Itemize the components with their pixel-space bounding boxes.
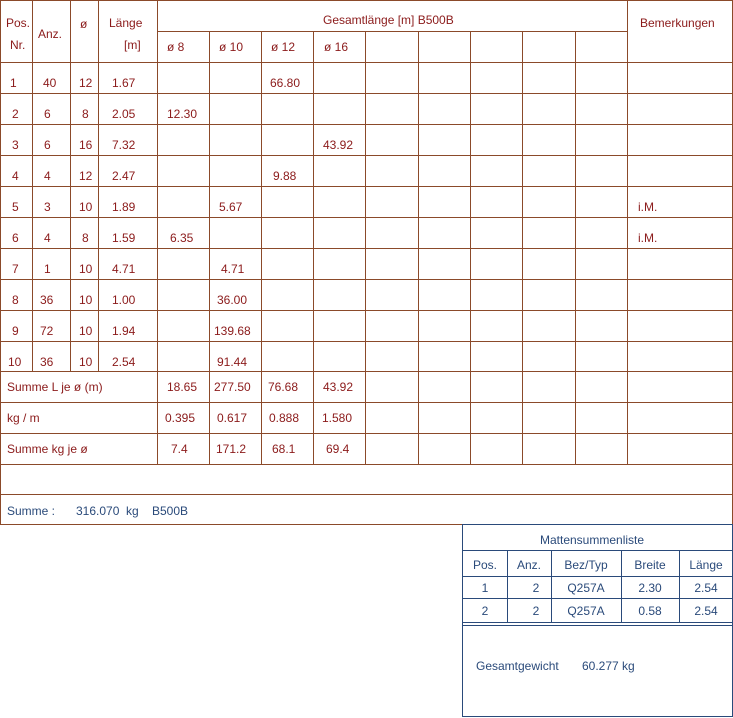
cell-len: 2.54 (112, 355, 136, 369)
cell-pos: 7 (12, 262, 19, 276)
matten-cell: 2 (532, 581, 540, 595)
grid-line (209, 31, 210, 464)
grid-line (470, 31, 471, 464)
cell-dia: 10 (79, 293, 93, 307)
cell-anz: 4 (44, 169, 51, 183)
cell-dia: 12 (79, 76, 93, 90)
header-dia-8: ø 8 (167, 40, 185, 54)
summary-label-kgm: kg / m (7, 411, 40, 425)
matten-header-pos: Pos. (472, 558, 497, 572)
header-dia-12: ø 12 (271, 40, 296, 54)
matten-header-laenge: Länge (689, 558, 723, 572)
cell-len: 2.05 (112, 107, 136, 121)
grid-line (0, 433, 733, 434)
header-pos-bottom: Nr. (10, 38, 26, 52)
header-bemerkungen: Bemerkungen (640, 16, 715, 30)
matten-gesamt-label: Gesamtgewicht (476, 659, 559, 673)
matten-cell: 2 (532, 604, 540, 618)
grid-line (313, 31, 314, 464)
cell-anz: 4 (44, 231, 51, 245)
cell-len: 4.71 (112, 262, 136, 276)
grid-line (627, 0, 628, 464)
summary-d16: 43.92 (323, 380, 354, 394)
cell-anz: 40 (43, 76, 57, 90)
cell-len: 1.67 (112, 76, 136, 90)
matten-gesamt-value: 60.277 kg (582, 659, 635, 673)
cell-pos: 2 (12, 107, 19, 121)
matten-line (462, 550, 732, 551)
cell-d8: 12.30 (167, 107, 198, 121)
matten-cell: 2.54 (694, 604, 718, 618)
grid-line (0, 279, 733, 280)
cell-len: 7.32 (112, 138, 136, 152)
cell-pos: 6 (12, 231, 19, 245)
cell-dia: 12 (79, 169, 93, 183)
summary-d8: 0.395 (165, 411, 196, 425)
grid-line (32, 0, 33, 371)
matten-line (462, 625, 732, 626)
grid-line (0, 248, 733, 249)
cell-pos: 4 (12, 169, 19, 183)
matten-line (462, 576, 732, 577)
cell-d10: 139.68 (214, 324, 251, 338)
cell-len: 1.89 (112, 200, 136, 214)
header-laenge-top: Länge (109, 16, 143, 30)
summary-d10: 0.617 (217, 411, 248, 425)
matten-header-anz: Anz. (516, 558, 541, 572)
cell-dia: 8 (82, 107, 89, 121)
header-dia-10: ø 10 (219, 40, 244, 54)
matten-line (462, 622, 732, 623)
grid-line (0, 186, 733, 187)
cell-dia: 8 (82, 231, 89, 245)
grid-line (0, 310, 733, 311)
matten-cell: 0.58 (638, 604, 662, 618)
cell-dia: 10 (79, 355, 93, 369)
cell-pos: 9 (12, 324, 19, 338)
grid-line (0, 494, 733, 495)
cell-d12: 9.88 (273, 169, 297, 183)
grid-line (0, 371, 733, 372)
grid-line (98, 0, 99, 371)
cell-d10: 91.44 (217, 355, 248, 369)
matten-header-typ: Bez/Typ (564, 558, 608, 572)
cell-d10: 4.71 (221, 262, 245, 276)
matten-cell: 1 (481, 581, 489, 595)
matten-cell: 2.54 (694, 581, 718, 595)
cell-dia: 10 (79, 324, 93, 338)
cell-len: 1.59 (112, 231, 136, 245)
cell-pos: 8 (12, 293, 19, 307)
grid-line (0, 341, 733, 342)
matten-cell: 2 (481, 604, 489, 618)
header-anz: Anz. (38, 27, 63, 41)
grid-line (0, 124, 733, 125)
summary-d10: 171.2 (216, 442, 247, 456)
matten-header-breite: Breite (634, 558, 666, 572)
grid-line (0, 0, 1, 525)
grid-line (0, 217, 733, 218)
cell-d16: 43.92 (323, 138, 354, 152)
grid-line (575, 31, 576, 464)
matten-line (462, 524, 463, 717)
cell-len: 1.94 (112, 324, 136, 338)
grid-line (522, 31, 523, 464)
header-dia-16: ø 16 (324, 40, 349, 54)
grid-line (157, 0, 158, 464)
matten-line (462, 716, 732, 717)
matten-line (621, 550, 622, 622)
cell-dia: 10 (79, 200, 93, 214)
matten-cell: Q257A (567, 604, 605, 618)
grid-line (418, 31, 419, 464)
matten-cell: Q257A (567, 581, 605, 595)
total-grade: B500B (152, 504, 189, 518)
summary-d8: 18.65 (167, 380, 198, 394)
total-label: Summe : (7, 504, 56, 518)
matten-title: Mattensummenliste (540, 533, 645, 547)
grid-line (0, 464, 733, 465)
header-gesamtlaenge: Gesamtlänge [m] B500B (323, 13, 454, 27)
cell-anz: 1 (44, 262, 51, 276)
cell-anz: 6 (44, 107, 51, 121)
cell-bemerkung: i.M. (638, 231, 658, 245)
header-pos-top: Pos. (6, 16, 31, 30)
grid-line (70, 0, 71, 371)
cell-pos: 3 (12, 138, 19, 152)
summary-d16: 69.4 (326, 442, 350, 456)
cell-anz: 36 (40, 293, 54, 307)
matten-line (462, 524, 732, 525)
matten-line (507, 550, 508, 622)
cell-dia: 10 (79, 262, 93, 276)
summary-d8: 7.4 (171, 442, 188, 456)
summary-label-kg: Summe kg je ø (7, 442, 88, 456)
summary-d12: 68.1 (272, 442, 296, 456)
matten-line (551, 550, 552, 622)
matten-line (462, 598, 732, 599)
summary-d12: 0.888 (269, 411, 300, 425)
summary-d10: 277.50 (214, 380, 251, 394)
header-laenge-bottom: [m] (124, 38, 141, 52)
grid-line (157, 31, 627, 32)
summary-d16: 1.580 (322, 411, 353, 425)
summary-label-length: Summe L je ø (m) (7, 380, 103, 394)
cell-len: 1.00 (112, 293, 136, 307)
cell-d10: 36.00 (217, 293, 248, 307)
grid-line (0, 402, 733, 403)
cell-bemerkung: i.M. (638, 200, 658, 214)
grid-line (0, 155, 733, 156)
cell-len: 2.47 (112, 169, 136, 183)
cell-pos: 10 (8, 355, 22, 369)
grid-line (0, 93, 733, 94)
cell-anz: 36 (40, 355, 54, 369)
grid-line (261, 31, 262, 464)
cell-pos: 5 (12, 200, 19, 214)
cell-anz: 6 (44, 138, 51, 152)
grid-line (365, 31, 366, 464)
cell-anz: 3 (44, 200, 51, 214)
header-diameter: ø (80, 17, 88, 31)
cell-anz: 72 (40, 324, 54, 338)
total-value: 316.070 kg (76, 504, 139, 518)
cell-d12: 66.80 (270, 76, 301, 90)
matten-cell: 2.30 (638, 581, 662, 595)
cell-pos: 1 (10, 76, 17, 90)
cell-d10: 5.67 (219, 200, 243, 214)
summary-d12: 76.68 (268, 380, 299, 394)
cell-d8: 6.35 (170, 231, 194, 245)
grid-line (0, 0, 733, 1)
grid-line (0, 62, 733, 63)
cell-dia: 16 (79, 138, 93, 152)
matten-line (679, 550, 680, 622)
